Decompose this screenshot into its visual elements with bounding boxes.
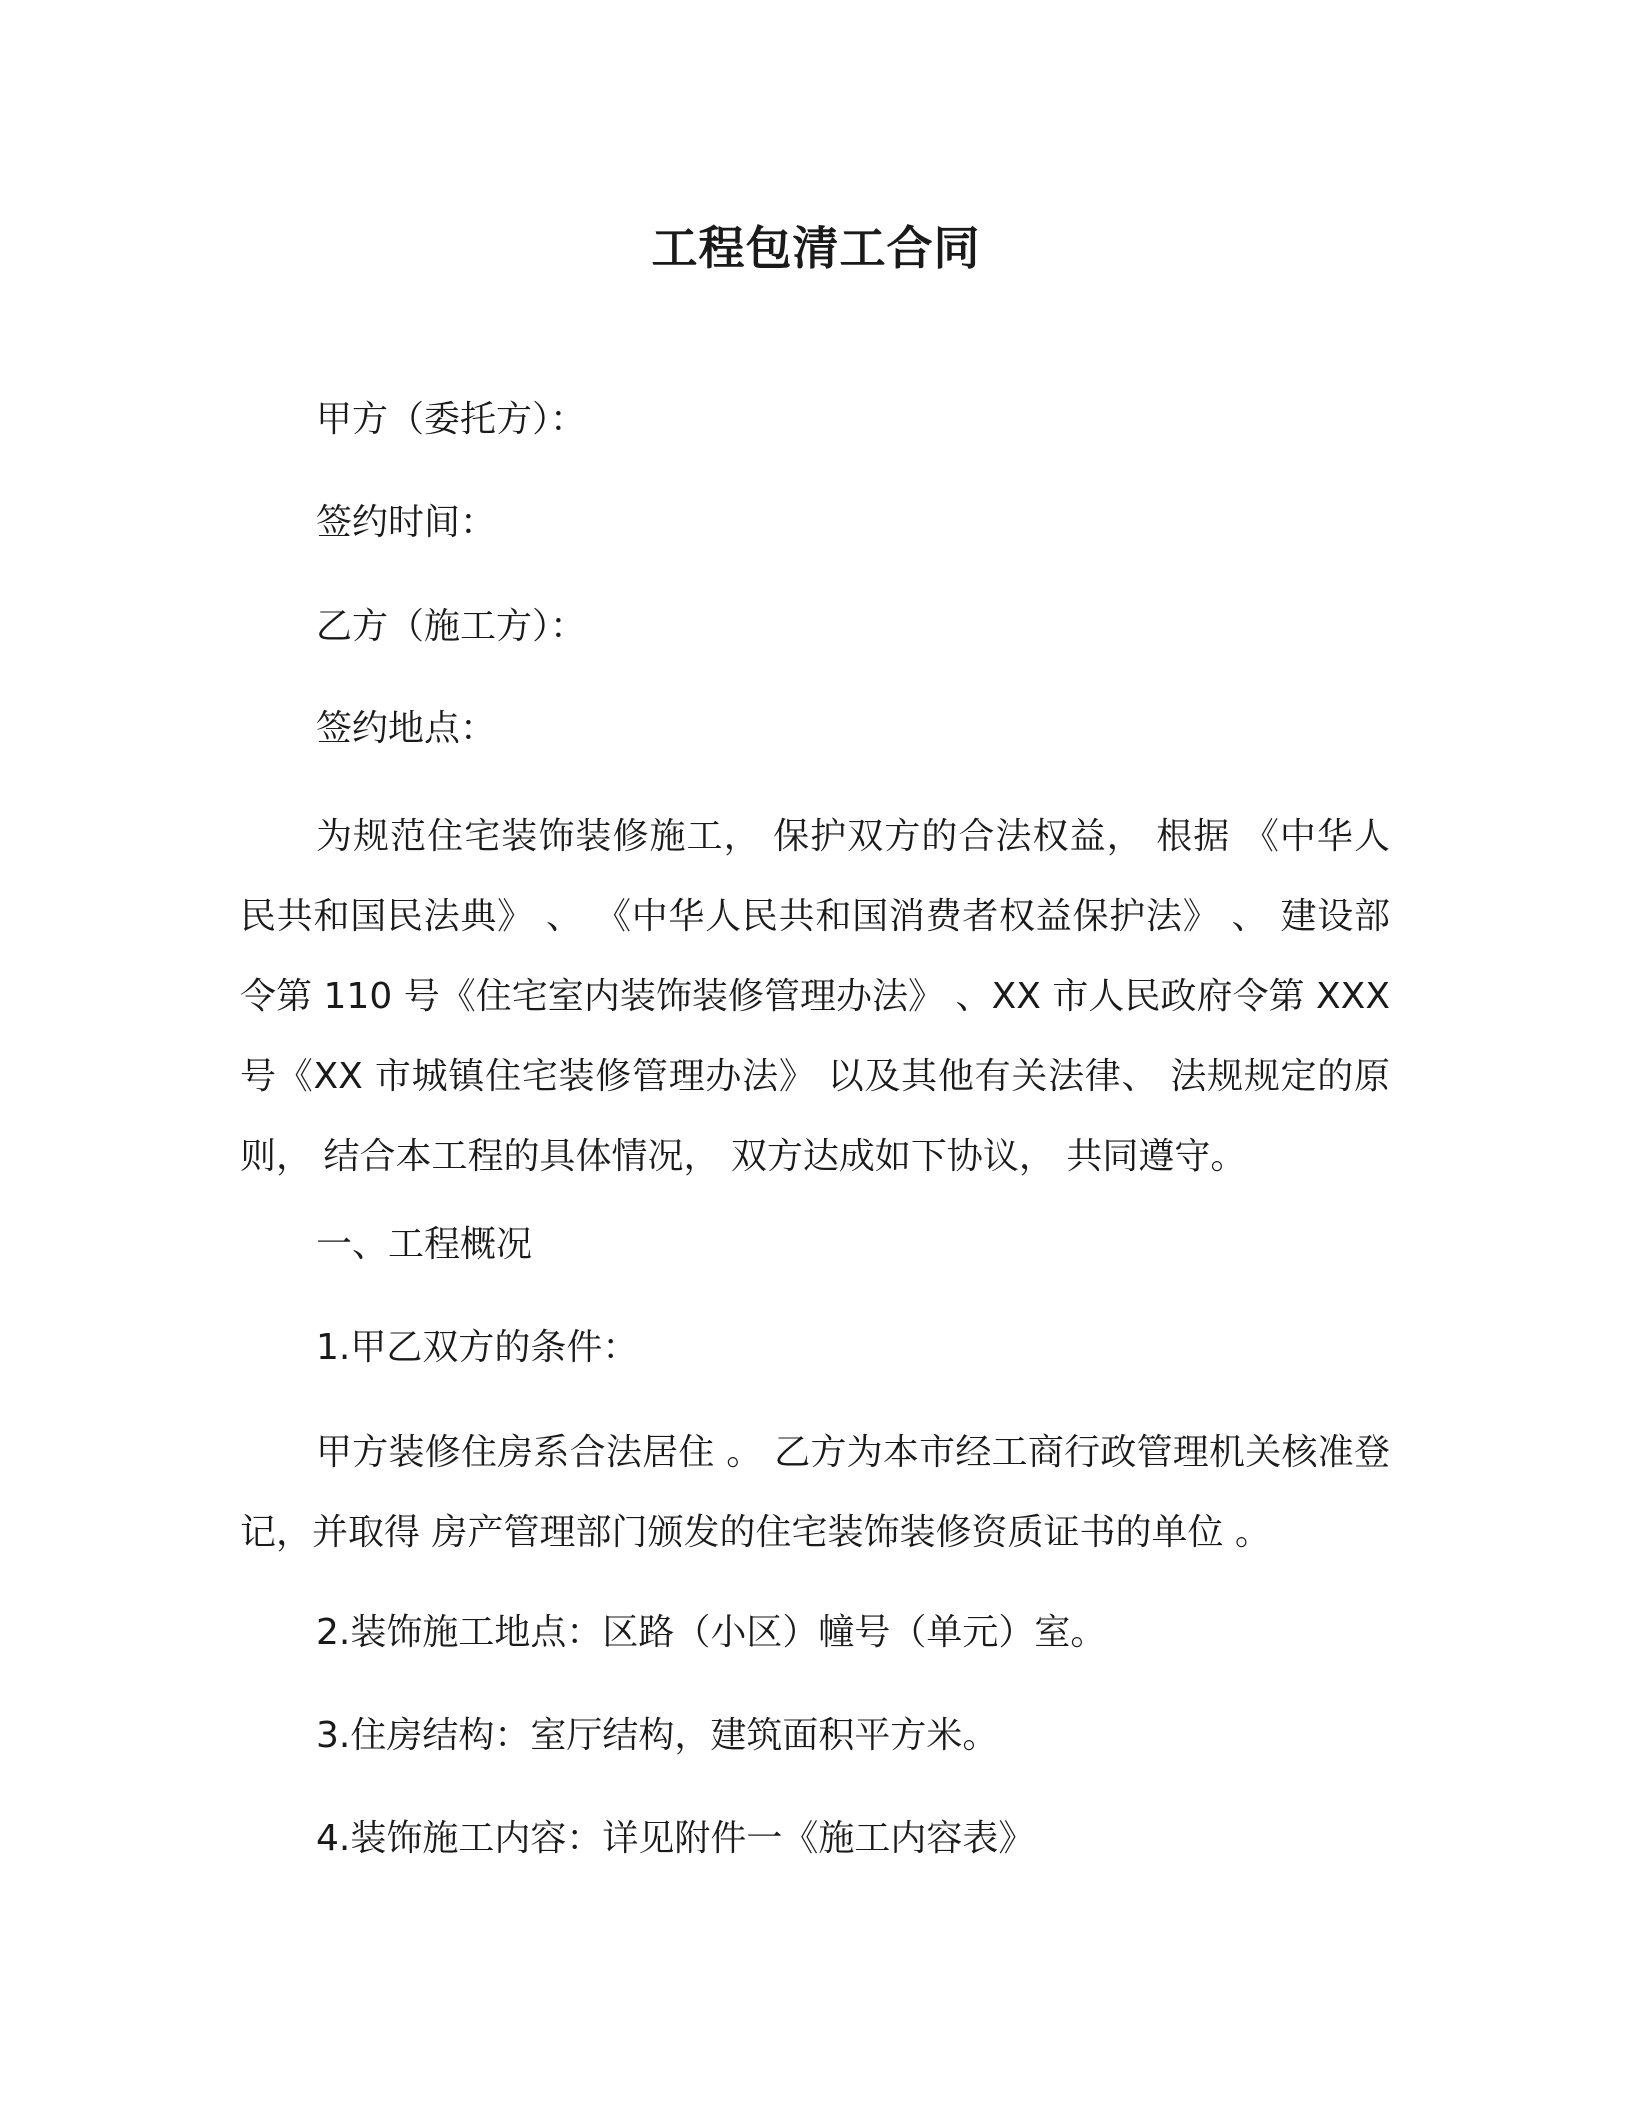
item4-line: 4.装饰施工内容：详见附件一《施工内容表》: [316, 1818, 1035, 1859]
document-title: 工程包清工合同: [651, 221, 981, 275]
item1-paragraph: 甲方装修住房系合法居住 。 乙方为本市经工商行政管理机关核准登记，并取得 房产管理部门颁发的住宅装饰装修资质证书的单位 。: [240, 1432, 1390, 1553]
sign-time-line: 签约时间：: [316, 502, 497, 543]
sign-place-line: 签约地点：: [316, 708, 497, 749]
item1-heading: 1.甲乙双方的条件：: [316, 1327, 639, 1368]
section1-heading: 一、工程概况: [316, 1224, 533, 1265]
party-b-line: 乙方（施工方）：: [316, 606, 587, 647]
item3-line: 3.住房结构：室厅结构，建筑面积平方米。: [316, 1715, 999, 1756]
party-a-line: 甲方（委托方）：: [316, 399, 587, 440]
item2-line: 2.装饰施工地点：区路（小区）幢号（单元）室。: [316, 1612, 1107, 1653]
preamble-paragraph: 为规范住宅装饰装修施工， 保护双方的合法权益， 根据 《中华人民共和国民法典》 、 《中华人民共和国消费者权益保护法》 、 建设部令第 110 号《住宅室内装饰装修管理办法》 、XX 市人民政府令第 XXX 号《XX 市城镇住宅装修管理办法》 以及其他有关法律、 法规规定的原则， 结合本工程的具体情况， 双方达成如下协议， 共同遵守。: [240, 816, 1390, 1177]
